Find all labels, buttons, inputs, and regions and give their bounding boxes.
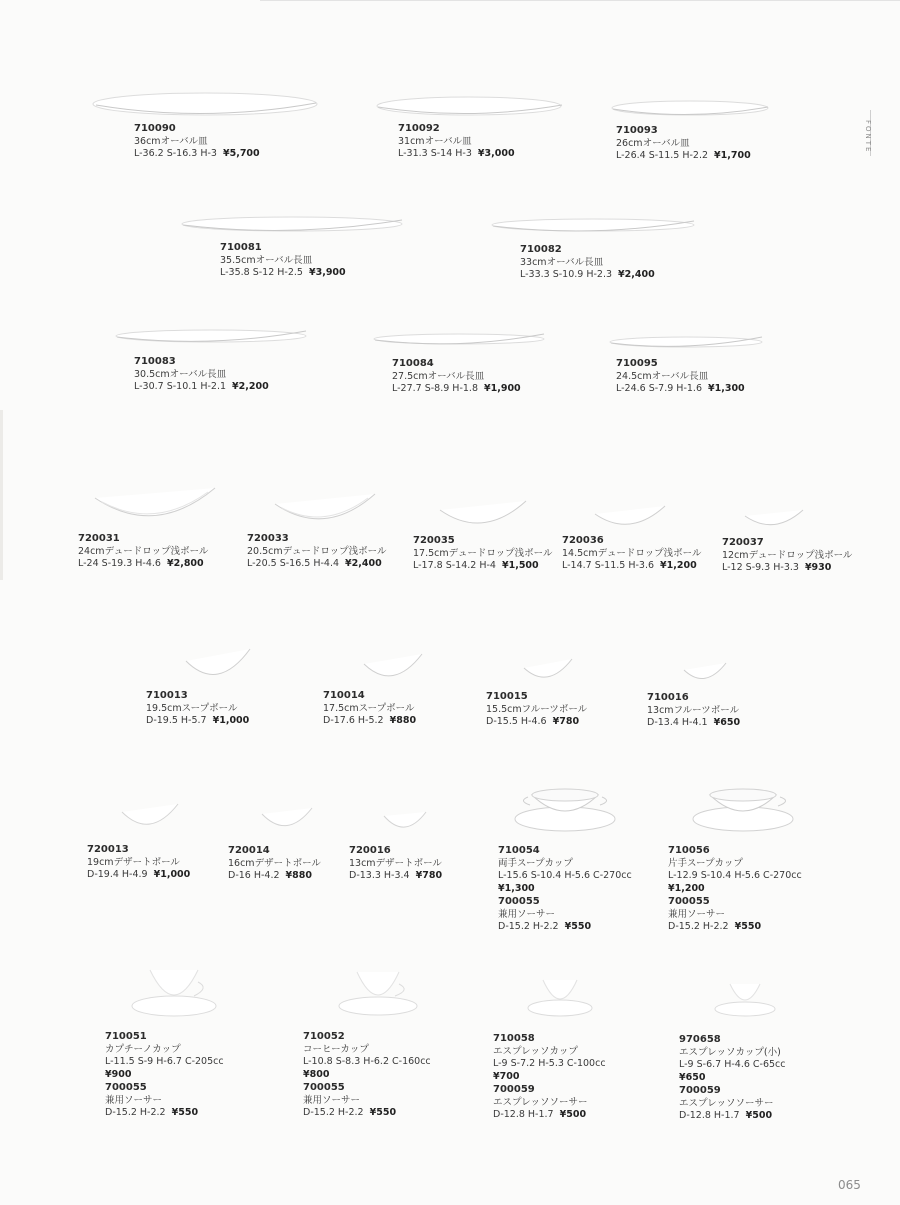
product-price: ¥1,300 xyxy=(498,882,535,894)
saucer-price: ¥500 xyxy=(559,1109,587,1120)
product-dimensions: D-16 H-4.2 xyxy=(228,870,280,881)
product-code: 710014 xyxy=(323,690,365,701)
product-price: ¥1,000 xyxy=(212,715,250,726)
product-price: ¥3,900 xyxy=(308,267,346,278)
product-price: ¥1,300 xyxy=(708,383,745,394)
saucer-price: ¥550 xyxy=(369,1107,397,1118)
saucer-price: ¥550 xyxy=(734,921,762,932)
product-code: 710092 xyxy=(398,123,440,134)
product-code: 710090 xyxy=(134,123,176,134)
product-dimensions: L-12 S-9.3 H-3.3 xyxy=(722,562,799,573)
soup-cup-with-saucer-image xyxy=(510,775,620,835)
product-dimensions: L-14.7 S-11.5 H-3.6 xyxy=(562,560,655,571)
oval-long-plate-image xyxy=(370,326,548,352)
product-price: ¥650 xyxy=(679,1071,706,1083)
product-code: 710052 xyxy=(303,1031,345,1042)
product-720014 xyxy=(228,845,321,883)
page-number: 065 xyxy=(838,1178,861,1192)
product-710013 xyxy=(146,690,249,728)
product-dimensions: L-9 S-7.2 H-5.3 C-100cc xyxy=(493,1058,606,1069)
oval-long-plate-image xyxy=(606,330,766,354)
product-price: ¥1,700 xyxy=(714,150,751,161)
dessert-bowl-image xyxy=(258,804,316,834)
product-name: 36cmオーバル皿 xyxy=(134,135,208,147)
coffee-cup-image xyxy=(335,962,421,1018)
product-dimensions: L-31.3 S-14 H-3 xyxy=(398,148,472,159)
oval-long-plate-image xyxy=(178,208,406,240)
product-price: ¥1,200 xyxy=(660,560,697,571)
saucer-code: 700055 xyxy=(498,896,540,907)
product-name: エスプレッソカップ xyxy=(493,1045,578,1057)
product-name: 26cmオーバル皿 xyxy=(616,137,690,149)
product-name: 24cmデュードロップ浅ボール xyxy=(78,545,209,557)
product-code: 710015 xyxy=(486,691,528,702)
product-710090 xyxy=(134,123,260,161)
saucer-name: 兼用ソーサー xyxy=(105,1094,163,1106)
product-name: 13cmフルーツボール xyxy=(647,704,740,716)
product-dimensions: L-27.7 S-8.9 H-1.8 xyxy=(392,383,478,394)
saucer-price: ¥550 xyxy=(564,921,592,932)
product-710095 xyxy=(616,358,745,396)
product-720016 xyxy=(349,845,442,883)
product-name: 33cmオーバル長皿 xyxy=(520,256,604,268)
product-dimensions: L-30.7 S-10.1 H-2.1 xyxy=(134,381,227,392)
saucer-code: 700055 xyxy=(105,1082,147,1093)
product-970658 xyxy=(679,1034,786,1123)
product-price: ¥880 xyxy=(285,870,312,881)
product-dimensions: L-17.8 S-14.2 H-4 xyxy=(413,560,496,571)
product-price: ¥2,800 xyxy=(166,558,204,569)
saucer-name: エスプレッソソーサー xyxy=(679,1097,774,1109)
product-dimensions: L-35.8 S-12 H-2.5 xyxy=(220,267,303,278)
product-code: 720014 xyxy=(228,845,270,856)
product-710081 xyxy=(220,242,346,280)
product-name: 15.5cmフルーツボール xyxy=(486,703,588,715)
dessert-bowl-image xyxy=(118,800,182,834)
product-name: カプチーノカップ xyxy=(105,1043,181,1055)
product-price: ¥700 xyxy=(493,1070,520,1082)
saucer-name: 兼用ソーサー xyxy=(303,1094,361,1106)
product-code: 710081 xyxy=(220,242,262,253)
product-710083 xyxy=(134,356,269,394)
product-710015 xyxy=(486,691,587,729)
product-dimensions: L-24 S-19.3 H-4.6 xyxy=(78,558,161,569)
product-710014 xyxy=(323,690,416,728)
oval-plate-image xyxy=(608,94,773,122)
product-name: エスプレッソカップ(小) xyxy=(679,1046,781,1058)
product-name: 両手スープカップ xyxy=(498,857,573,869)
shallow-bowl-image xyxy=(435,496,531,534)
product-price: ¥5,700 xyxy=(222,148,260,159)
saucer-dimensions: D-15.2 H-2.2 xyxy=(303,1107,364,1118)
product-code: 720035 xyxy=(413,535,455,546)
product-710084 xyxy=(392,358,521,396)
saucer-price: ¥550 xyxy=(171,1107,199,1118)
shallow-bowl-image xyxy=(270,488,380,532)
product-710092 xyxy=(398,123,515,161)
product-dimensions: L-9 S-6.7 H-4.6 C-65cc xyxy=(679,1059,786,1070)
saucer-code: 700055 xyxy=(303,1082,345,1093)
fruit-bowl-image xyxy=(520,656,576,684)
product-dimensions: L-26.4 S-11.5 H-2.2 xyxy=(616,150,709,161)
saucer-price: ¥500 xyxy=(745,1110,773,1121)
product-dimensions: L-11.5 S-9 H-6.7 C-205cc xyxy=(105,1056,224,1067)
product-name: 27.5cmオーバル長皿 xyxy=(392,370,485,382)
product-name: 20.5cmデュードロップ浅ボール xyxy=(247,545,387,557)
product-dimensions: D-19.4 H-4.9 xyxy=(87,869,148,880)
product-dimensions: D-19.5 H-5.7 xyxy=(146,715,207,726)
product-price: ¥1,900 xyxy=(484,383,521,394)
product-dimensions: L-33.3 S-10.9 H-2.3 xyxy=(520,269,613,280)
product-price: ¥900 xyxy=(105,1068,132,1080)
product-name: 24.5cmオーバル長皿 xyxy=(616,370,709,382)
product-code: 720033 xyxy=(247,533,289,544)
product-name: 13cmデザートボール xyxy=(349,857,442,869)
product-code: 710054 xyxy=(498,845,540,856)
product-name: コーヒーカップ xyxy=(303,1043,369,1055)
product-dimensions: L-15.6 S-10.4 H-5.6 C-270cc xyxy=(498,870,632,881)
product-code: 710056 xyxy=(668,845,710,856)
product-dimensions: L-10.8 S-8.3 H-6.2 C-160cc xyxy=(303,1056,431,1067)
dessert-bowl-image xyxy=(380,808,430,834)
product-dimensions: D-17.6 H-5.2 xyxy=(323,715,384,726)
product-price: ¥1,200 xyxy=(668,882,705,894)
product-name: 16cmデザートボール xyxy=(228,857,321,869)
product-code: 710083 xyxy=(134,356,176,367)
product-code: 710093 xyxy=(616,125,658,136)
product-720036 xyxy=(562,535,701,573)
product-price: ¥800 xyxy=(303,1068,330,1080)
product-710054 xyxy=(498,845,632,934)
shallow-bowl-image xyxy=(90,480,220,532)
product-720035 xyxy=(413,535,552,573)
product-price: ¥780 xyxy=(415,870,443,881)
product-dimensions: D-13.3 H-3.4 xyxy=(349,870,410,881)
product-code: 720013 xyxy=(87,844,129,855)
product-dimensions: D-13.4 H-4.1 xyxy=(647,717,708,728)
product-price: ¥3,000 xyxy=(477,148,515,159)
product-720037 xyxy=(722,537,852,575)
cappuccino-cup-image xyxy=(128,960,220,1020)
saucer-code: 700055 xyxy=(668,896,710,907)
product-code: 710051 xyxy=(105,1031,147,1042)
product-code: 720016 xyxy=(349,845,391,856)
saucer-code: 700059 xyxy=(679,1085,721,1096)
espresso-cup-image xyxy=(525,970,595,1018)
product-code: 710082 xyxy=(520,244,562,255)
product-name: 19cmデザートボール xyxy=(87,856,180,868)
product-price: ¥780 xyxy=(552,716,580,727)
saucer-dimensions: D-15.2 H-2.2 xyxy=(105,1107,166,1118)
product-code: 710058 xyxy=(493,1033,535,1044)
product-720031 xyxy=(78,533,208,571)
soup-bowl-image xyxy=(360,650,426,684)
product-name: 35.5cmオーバル長皿 xyxy=(220,254,313,266)
soup-bowl-image xyxy=(182,645,254,685)
saucer-name: エスプレッソソーサー xyxy=(493,1096,588,1108)
product-dimensions: L-20.5 S-16.5 H-4.4 xyxy=(247,558,340,569)
product-710052 xyxy=(303,1031,431,1120)
left-edge-mark xyxy=(0,410,3,580)
product-code: 720031 xyxy=(78,533,120,544)
espresso-cup-small-image xyxy=(712,972,778,1018)
product-710051 xyxy=(105,1031,224,1120)
product-710082 xyxy=(520,244,655,282)
oval-long-plate-image xyxy=(488,210,698,240)
oval-plate-image xyxy=(372,88,567,122)
product-price: ¥2,400 xyxy=(618,269,655,280)
product-710093 xyxy=(616,125,751,163)
product-710016 xyxy=(647,692,740,730)
product-name: 31cmオーバル皿 xyxy=(398,135,472,147)
product-price: ¥1,000 xyxy=(153,869,191,880)
side-label: FONTE xyxy=(864,120,872,154)
product-name: 17.5cmデュードロップ浅ボール xyxy=(413,547,553,559)
product-price: ¥930 xyxy=(804,562,832,573)
saucer-dimensions: D-12.8 H-1.7 xyxy=(679,1110,740,1121)
product-720013 xyxy=(87,844,190,882)
product-code: 720037 xyxy=(722,537,764,548)
saucer-name: 兼用ソーサー xyxy=(668,908,726,920)
product-name: 片手スープカップ xyxy=(668,857,743,869)
product-code: 710016 xyxy=(647,692,689,703)
product-code: 720036 xyxy=(562,535,604,546)
saucer-dimensions: D-15.2 H-2.2 xyxy=(668,921,729,932)
fruit-bowl-image xyxy=(680,660,730,684)
product-710056 xyxy=(668,845,802,934)
saucer-code: 700059 xyxy=(493,1084,535,1095)
oval-long-plate-image xyxy=(112,322,310,350)
product-dimensions: L-36.2 S-16.3 H-3 xyxy=(134,148,217,159)
product-name: 14.5cmデュードロップ浅ボール xyxy=(562,547,702,559)
product-code: 710095 xyxy=(616,358,658,369)
product-name: 30.5cmオーバル長皿 xyxy=(134,368,227,380)
saucer-name: 兼用ソーサー xyxy=(498,908,556,920)
product-710058 xyxy=(493,1033,606,1122)
product-price: ¥650 xyxy=(713,717,741,728)
shallow-bowl-image xyxy=(590,502,670,534)
product-name: 12cmデュードロップ浅ボール xyxy=(722,549,853,561)
product-code: 710084 xyxy=(392,358,434,369)
product-dimensions: D-15.5 H-4.6 xyxy=(486,716,547,727)
product-code: 710013 xyxy=(146,690,188,701)
shallow-bowl-image xyxy=(740,506,808,534)
product-dimensions: L-12.9 S-10.4 H-5.6 C-270cc xyxy=(668,870,802,881)
product-code: 970658 xyxy=(679,1034,721,1045)
oval-plate-image xyxy=(88,78,323,120)
product-price: ¥2,200 xyxy=(232,381,269,392)
soup-cup-with-saucer-image xyxy=(688,775,798,835)
product-name: 17.5cmスープボール xyxy=(323,702,415,714)
product-name: 19.5cmスープボール xyxy=(146,702,238,714)
product-price: ¥1,500 xyxy=(501,560,539,571)
product-price: ¥880 xyxy=(389,715,417,726)
saucer-dimensions: D-15.2 H-2.2 xyxy=(498,921,559,932)
top-rule xyxy=(260,0,900,1)
saucer-dimensions: D-12.8 H-1.7 xyxy=(493,1109,554,1120)
product-price: ¥2,400 xyxy=(345,558,382,569)
product-720033 xyxy=(247,533,386,571)
product-dimensions: L-24.6 S-7.9 H-1.6 xyxy=(616,383,702,394)
